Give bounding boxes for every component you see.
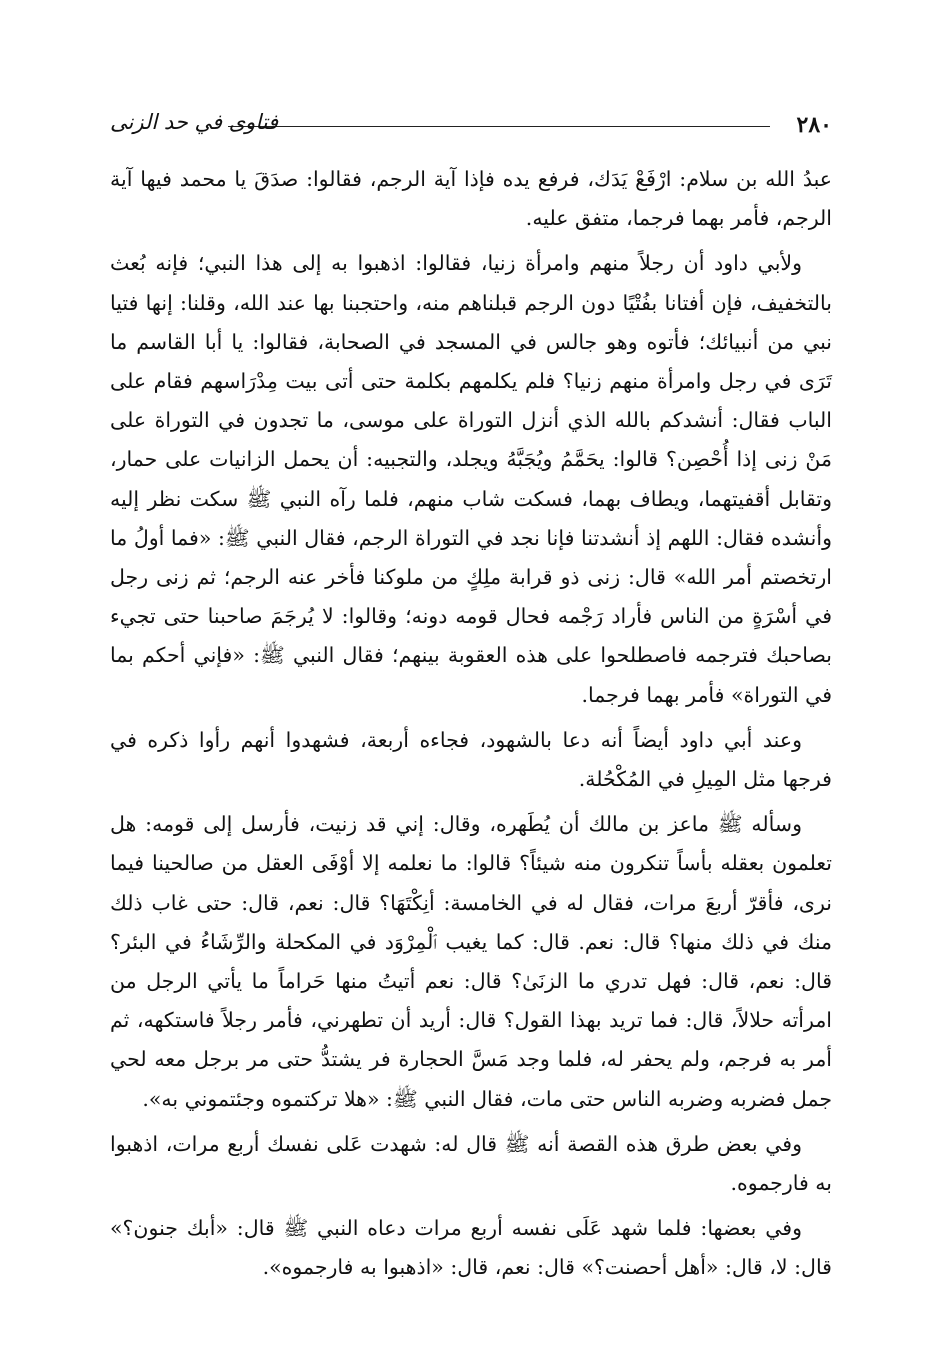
paragraph-5: وفي بعض طرق هذه القصة أنه ﷺ قال له: شهدت عَلى نفسك أربع مرات، اذهبوا به فارجموه. [110, 1131, 832, 1196]
paragraph-6: وفي بعضها: فلما شهد عَلَى نفسه أربع مرات دعاه النبي ﷺ قال: «أبك جنون؟» قال: لا، قال: «أهل أحصنت؟» قال: نعم، قال: «اذهبوا به فارجموه». [110, 1216, 832, 1280]
header-rule [228, 126, 770, 127]
running-title: فتاوى في حد الزنى [110, 110, 279, 134]
page-number: ٢٨٠ [796, 112, 832, 138]
running-head [110, 112, 832, 142]
book-page [110, 112, 832, 1312]
paragraph-4: وسأله ﷺ ماعز بن مالك أن يُطَهره، وقال: إني قد زنيت، فأرسل إلى قومه: هل تعلمون بعقله بأساً تنكرون منه شيئاً؟ قالوا: ما نعلمه إلا أوْفَى العقل من صالحينا فيما نرى، فأقرّ أربعَ مرات، فقال له في الخامسة: أنِكْتَهَا؟ قال: نعم، قال: حتى غاب ذلك منك في ذلك منها؟ قال: نعم. قال: كما يغيب ٱلْمِرْوَد في المكحلة والرِّشَاءُ في البئر؟ قال: نعم، قال: فهل تدري ما الزنَىٰ؟ قال: نعم أتيتُ منها حَراماً ما يأتي الرجل من امرأته حلالاً، قال: فما تريد بهذا القول؟ قال: أريد أن تطهرني، فأمر رجلاً فاستكهه، ثم أمر به فرجم، ولم يحفر له، فلما وجد مَسَّ الحجارة فر يشتدُّ حتى مر برجل معه لحي جمل فضربه وضربه الناس حتى مات، فقال النبي ﷺ: «هلا تركتموه وجئتموني به». [110, 812, 832, 1111]
body-text [110, 160, 832, 1288]
paragraph-1: عبدُ الله بن سلام: ارْفَعْ يَدَك، فرفع يده فإذا آية الرجم، فقالوا: صدَقَ يا محمد فيها آية الرجم، فأمر بهما فرجما، متفق عليه. [110, 167, 832, 231]
paragraph-3: وعند أبي داود أيضاً أنه دعا بالشهود، فجاءه أربعة، فشهدوا أنهم رأوا ذكره في فرجها مثل المِيلِ في المُكْحُلة. [110, 727, 832, 792]
paragraph-2: ولأبي داود أن رجلاً منهم وامرأة زنيا، فقالوا: اذهبوا به إلى هذا النبي؛ فإنه بُعث بالتخفيف، فإن أفتانا بفُتْيًا دون الرجم قبلناهم منه، واحتجبنا بها عند الله، وقلنا: إنها فتيا نبي من أنبيائك؛ فأتوه وهو جالس في المسجد في الصحابة، فقالوا: يا أبا القاسم ما تَرَى في رجل وامرأة منهم زنيا؟ فلم يكلمهم بكلمة حتى أتى بيت مِدْرَاسهم فقام على الباب فقال: أنشدكم بالله الذي أنزل التوراة على موسى، ما تجدون في التوراة على مَنْ زنى إذا أُحْصِن؟ قالوا: يحَمَّمُ ويُجَبَّهُ ويجلد، والتجبيه: أن يحمل الزانيات على حمار، وتقابل أقفيتهما، ويطاف بهما، فسكت شاب منهم، فلما رآه النبي ﷺ سكت نظر إليه وأنشده فقال: اللهم إذ أنشدتنا فإنا نجد في التوراة الرجم، فقال النبي ﷺ: «فما أولُ ما ارتخصتم أمر الله» قال: زنى ذو قرابة ملِكٍ من ملوكنا فأخر عنه الرجم؛ ثم زنى رجل في أسْرَةٍ من الناس فأراد رَجْمه فحال قومه دونه؛ وقالوا: لا يُرجَمَ صاحبنا حتى تجيء بصاحبك فترجمه فاصطلحوا على هذه العقوبة بينهم؛ فقال النبي ﷺ: «فإني أحكم بما في التوراة» فأمر بهما فرجما. [110, 251, 832, 707]
